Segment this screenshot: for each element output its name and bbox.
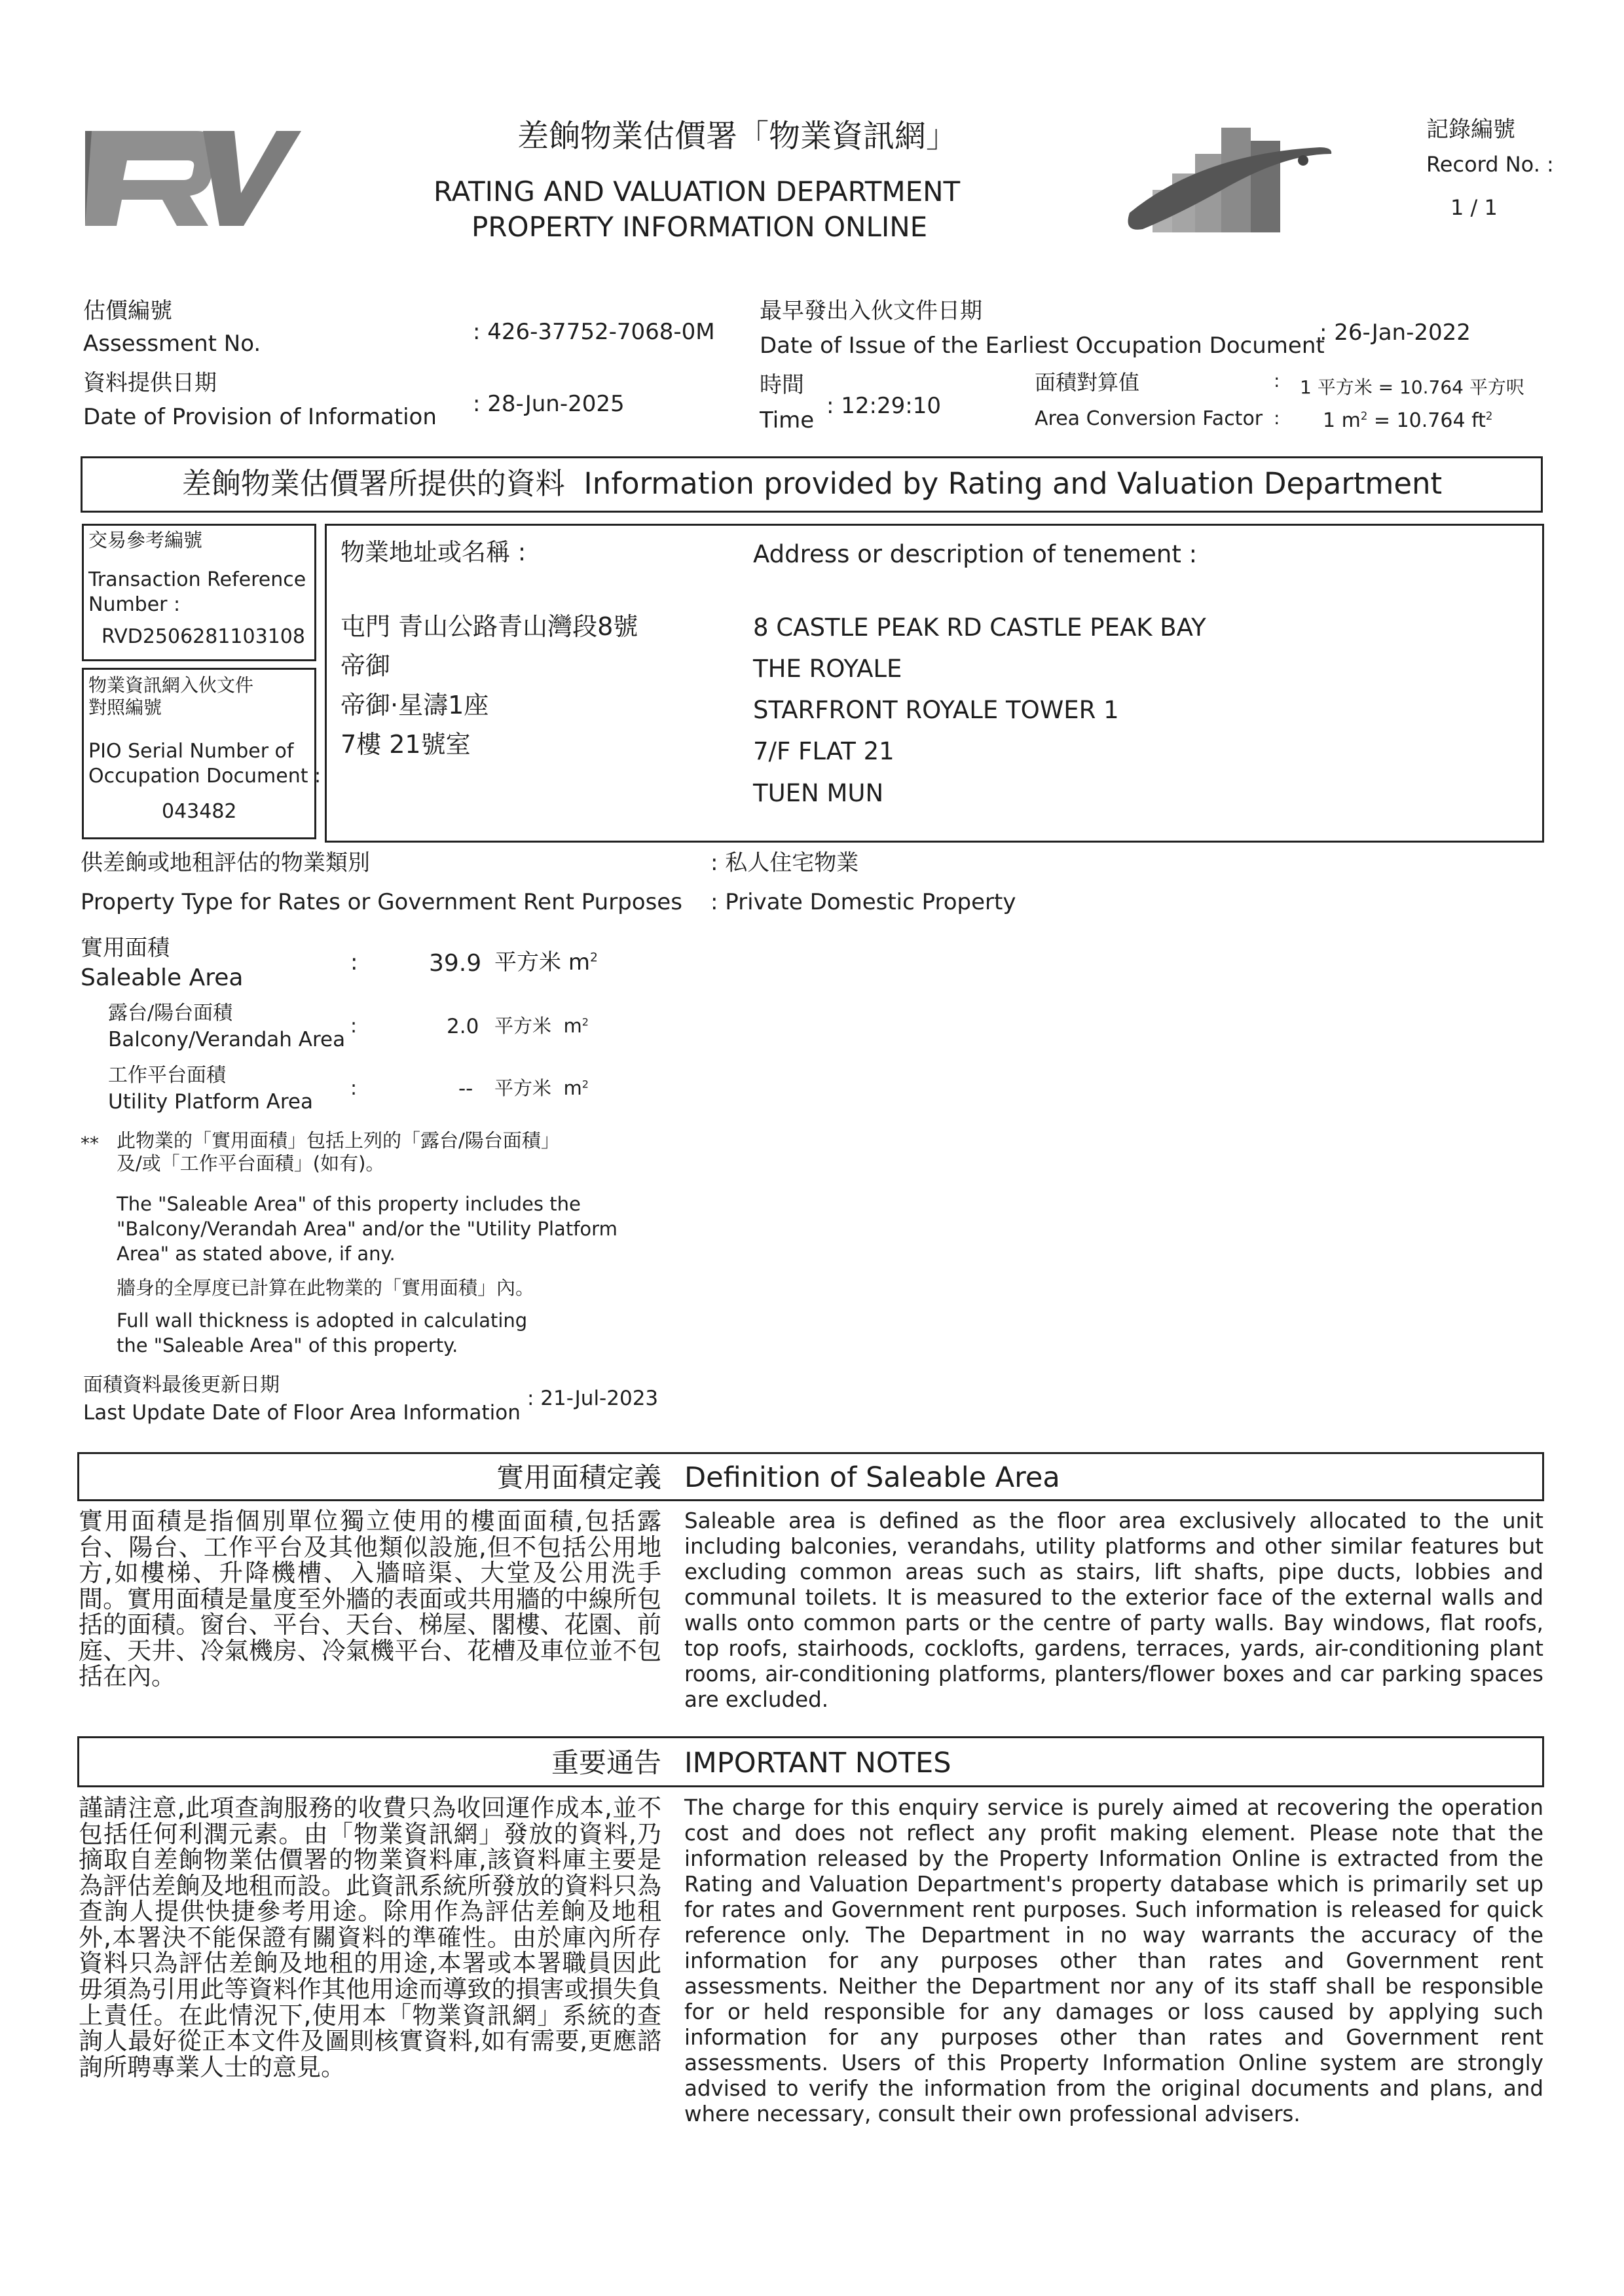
note1-en-2: "Balcony/Verandah Area" and/or the "Utility Platform xyxy=(117,1218,618,1240)
saleable-area-label-en: Saleable Area xyxy=(81,964,244,991)
balcony-area-label-zh: 露台/陽台面積 xyxy=(108,1002,233,1025)
time-value: : 12:29:10 xyxy=(826,393,941,419)
last-update-label-en: Last Update Date of Floor Area Information xyxy=(83,1401,521,1425)
address-zh-line-2: 帝御 xyxy=(341,651,391,680)
transaction-label-en-2: Number : xyxy=(88,593,181,616)
saleable-area-unit: 平方米 $m^2$ xyxy=(494,949,598,975)
transaction-label-en-1: Transaction Reference xyxy=(88,568,306,591)
conversion-colon-1: : xyxy=(1274,370,1280,392)
property-type-label-en: Property Type for Rates or Government Rent Purposes xyxy=(81,889,682,915)
utility-area-label-zh: 工作平台面積 xyxy=(108,1064,226,1087)
note1-en-3: Area" as stated above, if any. xyxy=(117,1243,396,1265)
utility-area-unit: 平方米 $m^2$ xyxy=(494,1077,589,1099)
pio-label-zh-2: 對照編號 xyxy=(88,697,162,718)
transaction-label-zh: 交易參考編號 xyxy=(88,529,203,551)
balcony-area-label-en: Balcony/Verandah Area xyxy=(108,1028,346,1051)
address-zh-line-3: 帝御·星濤1座 xyxy=(341,691,489,720)
note2-en-1: Full wall thickness is adopted in calculating xyxy=(117,1309,528,1332)
definition-title-zh: 實用面積定義 xyxy=(496,1461,661,1493)
definition-title-en: Definition of Saleable Area xyxy=(684,1461,1060,1494)
address-zh-line-1: 屯門 青山公路青山灣段8號 xyxy=(341,612,638,641)
address-en-line-5: TUEN MUN xyxy=(753,779,884,807)
definition-text-en: Saleable area is defined as the floor area exclusively allocated to the unit including balconies, verandahs, utility platforms and other similar features but excluding common areas such as stairs, lift shafts, pipe ducts, lobbies and communal toilets. It is measured to the exterior face of the external walls and walls onto common parts or the centre of party walls. Bay windows, flat roofs, top roofs, stairhoods, cocklofts, gardens, terraces, yards, air-conditioning plant rooms, air-conditioning platforms, planters/flower boxes and car parking spaces are excluded. xyxy=(684,1508,1543,1712)
saleable-area-value: 39.9 xyxy=(429,950,482,977)
important-notes-title-en: IMPORTANT NOTES xyxy=(684,1747,951,1779)
pio-label-en-2: Occupation Document : xyxy=(88,765,322,788)
last-update-label-zh: 面積資料最後更新日期 xyxy=(83,1374,280,1396)
provision-label-zh: 資料提供日期 xyxy=(83,370,217,396)
utility-area-colon: : xyxy=(350,1077,358,1100)
header-title-en-1: RATING AND VALUATION DEPARTMENT xyxy=(434,175,961,208)
last-update-value: : 21-Jul-2023 xyxy=(527,1387,659,1410)
balcony-area-colon: : xyxy=(350,1015,358,1038)
transaction-ref-value: RVD2506281103108 xyxy=(101,625,305,648)
address-en-line-2: THE ROYALE xyxy=(753,655,902,683)
record-no-value: 1 / 1 xyxy=(1450,195,1498,220)
record-no-zh: 記錄編號 xyxy=(1426,117,1515,143)
address-box xyxy=(325,524,1544,843)
address-en-line-1: 8 CASTLE PEAK RD CASTLE PEAK BAY xyxy=(753,613,1206,642)
note2-zh: 牆身的全厚度已計算在此物業的「實用面積」內。 xyxy=(117,1277,535,1299)
header-title-en-2: PROPERTY INFORMATION ONLINE xyxy=(471,211,928,243)
header-title-zh: 差餉物業估價署「物業資訊網」 xyxy=(517,118,958,155)
address-label-zh: 物業地址或名稱 : xyxy=(341,538,526,566)
important-notes-text-en: The charge for this enquiry service is purely aimed at recovering the operation cost and does not reflect any profit making element. Please note that the information released by the Property Information Online is extracted from the Rating and Valuation Department's property database which is primarily set up for rates and Government rent purposes. Such information is released for quick reference only. The Department in no way warrants the accuracy of the information for any purposes other than rates and Government rent assessments. Neither the Department nor any of its staff shall be responsible for or held responsible for any damages or loss caused by applying such information for any purposes other than rates and Government rent assessments. Users of this Property Information Online system are strongly advised to verify the information from the original documents and plans, and where necessary, consult their own professional advisers. xyxy=(684,1795,1543,2126)
occupation-label-zh: 最早發出入伙文件日期 xyxy=(760,298,982,324)
note1-en-1: The "Saleable Area" of this property includes the xyxy=(117,1193,581,1215)
time-label-zh: 時間 xyxy=(760,372,804,398)
assessment-label-en: Assessment No. xyxy=(83,331,261,357)
balcony-area-unit: 平方米 $m^2$ xyxy=(494,1015,589,1037)
pio-label-zh-1: 物業資訊網入伙文件 xyxy=(88,674,254,696)
property-type-value-zh: : 私人住宅物業 xyxy=(710,850,859,876)
note2-en-2: the "Saleable Area" of this property. xyxy=(117,1334,458,1357)
provision-label-en: Date of Provision of Information xyxy=(83,404,437,430)
balcony-area-value: 2.0 xyxy=(447,1015,479,1038)
section-rvd-info-title: 差餉物業估價署所提供的資料 Information provided by Rating and Valuation Department xyxy=(181,466,1443,501)
pio-serial-value: 043482 xyxy=(162,800,237,823)
time-label-en: Time xyxy=(760,407,815,433)
property-type-value-en: : Private Domestic Property xyxy=(710,889,1016,915)
address-label-en: Address or description of tenement : xyxy=(753,540,1198,568)
saleable-area-colon: : xyxy=(350,949,358,975)
rvd-logo xyxy=(85,128,301,232)
occupation-value: : 26-Jan-2022 xyxy=(1320,319,1471,346)
record-no-en: Record No. : xyxy=(1426,152,1554,177)
pio-label-en-1: PIO Serial Number of xyxy=(88,740,294,763)
utility-area-value: -- xyxy=(458,1077,473,1101)
assessment-value: : 426-37752-7068-0M xyxy=(473,319,715,345)
address-en-line-4: 7/F FLAT 21 xyxy=(753,737,895,765)
note1-zh-2: 及/或「工作平台面積」(如有)。 xyxy=(117,1152,385,1175)
important-notes-title-zh: 重要通告 xyxy=(551,1747,661,1779)
occupation-label-en: Date of Issue of the Earliest Occupation Document xyxy=(760,333,1325,359)
property-type-label-zh: 供差餉或地租評估的物業類別 xyxy=(81,850,370,876)
utility-area-label-en: Utility Platform Area xyxy=(108,1090,313,1114)
important-notes-text-zh: 謹請注意,此項查詢服務的收費只為收回運作成本,並不包括任何利潤元素。由「物業資訊網」發放的資料,乃摘取自差餉物業估價署的物業資料庫,該資料庫主要是為評估差餉及地租而設。此資訊系統所發放的資料只為查詢人提供快捷參考用途。除用作為評估差餉及地租外,本署決不能保證有關資料的準確性。由於庫內所存資料只為評估差餉及地租的用途,本署或本署職員因此毋須為引用此等資料作其他用途而導致的損害或損失負上責任。在此情況下,使用本「物業資訊網」系統的查詢人最好從正本文件及圖則核實資料,如有需要,更應諮詢所聘專業人士的意見。 xyxy=(79,1794,661,2081)
address-zh-line-4: 7樓 21號室 xyxy=(341,730,471,759)
definition-text-zh: 實用面積是指個別單位獨立使用的樓面面積,包括露台、陽台、工作平台及其他類似設施,但不包括公用地方,如樓梯、升降機槽、入牆暗渠、大堂及公用洗手間。實用面積是量度至外牆的表面或共用牆的中線所包括的面積。窗台、平台、天台、梯屋、閣樓、花園、前庭、天井、冷氣機房、冷氣機平台、花槽及車位並不包括在內。 xyxy=(79,1507,661,1691)
conversion-colon-2: : xyxy=(1274,407,1280,429)
assessment-label-zh: 估價編號 xyxy=(83,298,172,324)
conversion-label-zh: 面積對算值 xyxy=(1035,370,1140,395)
address-en-line-3: STARFRONT ROYALE TOWER 1 xyxy=(753,696,1119,724)
saleable-area-label-zh: 實用面積 xyxy=(81,935,170,961)
notes-stars: ** xyxy=(81,1133,99,1154)
provision-value: : 28-Jun-2025 xyxy=(473,391,625,417)
conversion-line-1: 1 平方米 = 10.764 平方呎 xyxy=(1300,376,1524,398)
conversion-line-2: 1 $m^2 = 10.764$ $ft^2$ xyxy=(1323,409,1493,432)
pio-logo xyxy=(1123,115,1339,236)
conversion-label-en: Area Conversion Factor xyxy=(1035,407,1263,430)
note1-zh-1: 此物業的「實用面積」包括上列的「露台/陽台面積」 xyxy=(117,1129,560,1152)
